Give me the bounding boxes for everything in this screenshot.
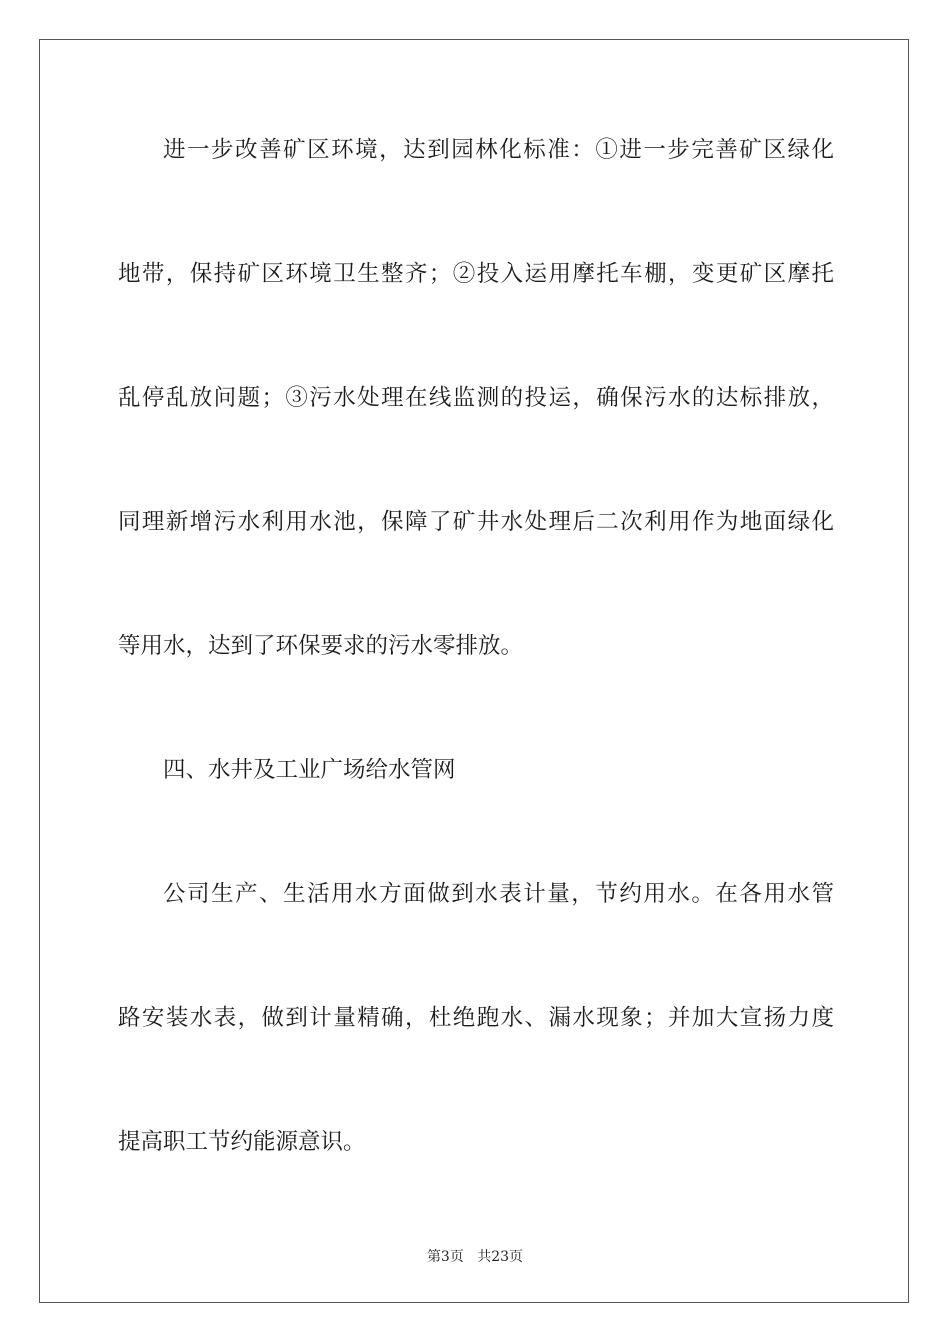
page-border [39, 39, 909, 1303]
paragraph-line: 同理新增污水利用水池，保障了矿井水处理后二次利用作为地面绿化 [118, 509, 834, 535]
paragraph-line: 路安装水表，做到计量精确，杜绝跑水、漏水现象；并加大宣扬力度 [118, 1005, 834, 1031]
paragraph-line: 乱停乱放问题；③污水处理在线监测的投运，确保污水的达标排放， [118, 385, 834, 411]
page-total: 共23页 [477, 1249, 524, 1265]
section-heading: 四、水井及工业广场给水管网 [163, 757, 456, 783]
page-footer [0, 1247, 950, 1267]
paragraph-line: 提高职工节约能源意识。 [118, 1129, 366, 1155]
paragraph-line: 公司生产、生活用水方面做到水表计量，节约用水。在各用水管 [163, 881, 834, 907]
paragraph-line: 地带，保持矿区环境卫生整齐；②投入运用摩托车棚，变更矿区摩托 [118, 261, 834, 287]
paragraph-line: 进一步改善矿区环境，达到园林化标准：①进一步完善矿区绿化 [163, 137, 834, 163]
page-number: 第3页 [426, 1249, 464, 1265]
paragraph-line: 等用水，达到了环保要求的污水零排放。 [118, 633, 524, 659]
